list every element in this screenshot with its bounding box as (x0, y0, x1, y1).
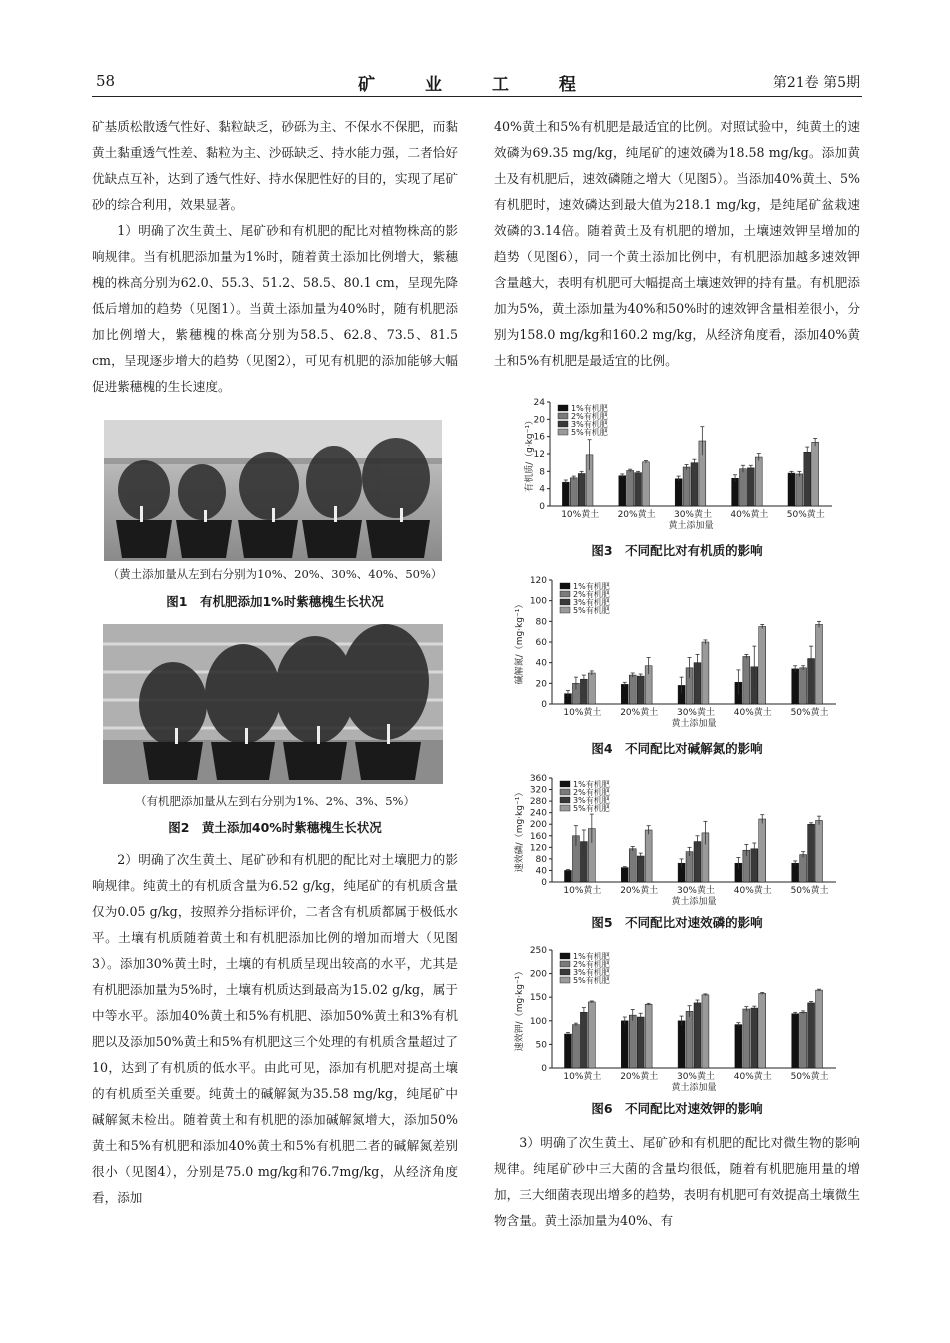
left-column-text-2 (92, 847, 458, 1211)
y-tick-label: 320 (529, 785, 547, 796)
x-tick-label: 20%黄土 (620, 708, 659, 718)
figure6-caption: 图6 不同配比对速效钾的影响 (591, 1101, 763, 1116)
x-tick-label: 20%黄土 (617, 510, 656, 520)
bar (735, 1025, 742, 1068)
x-tick-label: 40%黄土 (733, 886, 772, 896)
bar (816, 624, 823, 704)
y-tick-label: 20 (533, 415, 545, 426)
legend-swatch (560, 789, 570, 795)
legend-swatch (558, 413, 568, 419)
y-tick-label: 50 (535, 1040, 547, 1051)
x-tick-label: 50%黄土 (790, 886, 829, 896)
bar (743, 1009, 750, 1068)
bar (642, 462, 649, 506)
x-tick-label: 10%黄土 (561, 510, 600, 520)
paragraph: 1）明确了次生黄土、尾矿砂和有机肥的配比对植物株高的影响规律。当有机肥添加量为1%时，随着黄土添加比例增大，紫穗槐的株高分别为62.0、55.3、51.2、58.5、80.1 cm，呈现先降低后增加的趋势（见图1）。当黄土添加量为40%时，随有机肥添加比例增大，紫穗槐的株高分别为58.5、62.8、73.5、81.5 cm，呈现逐步增大的趋势（见图2），可见有机肥的添加能够大幅促进紫穗槐的生长速度。 (92, 223, 458, 394)
bar (578, 474, 585, 507)
y-tick-label: 80 (535, 854, 547, 865)
paragraph: 3）明确了次生黄土、尾矿砂和有机肥的配比对微生物的影响规律。纯尾矿砂中三大菌的含量均很低，随着有机肥施用量的增加，三大细菌表现出增多的趋势，表明有机肥可有效提高土壤微生物含量。黄土添加量为40%、有 (494, 1135, 860, 1228)
legend-label: 2%有机肥 (573, 960, 610, 969)
x-axis-label: 黄土添加量 (671, 897, 717, 907)
bar (812, 442, 819, 506)
figure3-chart (522, 394, 842, 534)
bar (629, 1015, 636, 1068)
legend-label: 5%有机肥 (571, 428, 608, 437)
y-tick-label: 80 (535, 617, 547, 628)
x-tick-label: 30%黄土 (676, 886, 716, 896)
y-axis-label: 有机质/（g·kg⁻¹） (525, 416, 535, 492)
legend-label: 3%有机肥 (573, 968, 610, 977)
bar (743, 656, 750, 704)
bar (796, 474, 803, 506)
legend-swatch (560, 961, 570, 967)
x-tick-label: 50%黄土 (786, 510, 825, 520)
x-tick-label: 30%黄土 (673, 510, 713, 520)
bar (621, 684, 628, 704)
legend-swatch (558, 405, 568, 411)
bar (808, 1003, 815, 1068)
bar (792, 863, 799, 882)
y-tick-label: 240 (529, 808, 547, 819)
legend-swatch (560, 805, 570, 811)
paragraph: 40%黄土和5%有机肥是最适宜的比例。对照试验中，纯黄土的速效磷为69.35 mg/kg，纯尾矿的速效磷为18.58 mg/kg。添加黄土及有机肥后，速效磷随之增大（见图5）。当添加40%黄土、5%有机肥时，速效磷达到最大值为218.1 mg/kg，是纯尾矿盆栽速效磷的3.14倍。随着黄土及有机肥的增加，土壤速效钾呈增加的趋势（见图6），同一个黄土添加比例中，有机肥添加越多速效钾含量越大，表明有机肥可大幅提高土壤速效钾的持有量。有机肥添加为5%，黄土添加量为40%和50%时的速效钾含量相差很小，分别为158.0 mg/kg和160.2 mg/kg，从经济角度看，添加40%黄土和5%有机肥是最适宜的比例。 (494, 119, 860, 368)
y-tick-label: 160 (529, 831, 547, 842)
bar (562, 482, 569, 506)
x-tick-label: 20%黄土 (620, 886, 659, 896)
legend-label: 2%有机肥 (573, 590, 610, 599)
bar (645, 1004, 652, 1068)
page-header (96, 70, 860, 94)
figure2-note: （有机肥添加量从左到右分别为1%、2%、3%、5%） (135, 794, 415, 808)
y-axis-label: 速效钾/（mg·kg⁻¹） (515, 966, 525, 1052)
bar (621, 868, 628, 882)
bar (694, 842, 701, 882)
bar (572, 1025, 579, 1068)
bar (800, 668, 807, 704)
bar (800, 855, 807, 882)
right-column-text-1 (494, 114, 860, 374)
y-tick-label: 120 (529, 843, 547, 854)
y-tick-label: 0 (541, 878, 547, 888)
bar (732, 478, 739, 506)
y-tick-label: 12 (533, 450, 545, 460)
x-tick-label: 40%黄土 (733, 708, 772, 718)
bar (637, 676, 644, 704)
bar (740, 469, 747, 506)
y-tick-label: 8 (539, 467, 545, 478)
y-tick-label: 0 (539, 502, 545, 512)
x-tick-label: 10%黄土 (563, 1072, 602, 1082)
bar (686, 1011, 693, 1068)
y-tick-label: 24 (533, 398, 545, 408)
y-tick-label: 100 (529, 1016, 547, 1027)
bar (627, 470, 634, 506)
x-tick-label: 10%黄土 (563, 886, 602, 896)
legend-label: 3%有机肥 (571, 420, 608, 429)
legend-swatch (560, 607, 570, 613)
legend-swatch (558, 429, 568, 435)
figure6-chart (512, 942, 842, 1094)
y-tick-label: 360 (529, 774, 547, 784)
x-axis-label: 黄土添加量 (671, 1083, 717, 1093)
bar (816, 990, 823, 1068)
legend-label: 3%有机肥 (573, 796, 610, 805)
bar (792, 1014, 799, 1068)
figure4-caption: 图4 不同配比对碱解氮的影响 (591, 741, 763, 756)
bar (808, 824, 815, 882)
bar (759, 819, 766, 882)
bar (678, 1021, 685, 1068)
bar (675, 479, 682, 506)
y-tick-label: 280 (529, 797, 547, 808)
bar (686, 852, 693, 882)
y-tick-label: 20 (535, 679, 547, 690)
bar (637, 856, 644, 882)
bar (804, 452, 811, 506)
y-tick-label: 4 (539, 484, 545, 495)
left-column-text-1 (92, 114, 458, 400)
x-tick-label: 50%黄土 (790, 708, 829, 718)
legend-swatch (558, 421, 568, 427)
legend-swatch (560, 969, 570, 975)
figure2-photo (103, 624, 443, 784)
figure1-photo (104, 420, 442, 561)
legend-swatch (560, 599, 570, 605)
bar (755, 457, 762, 506)
y-tick-label: 40 (535, 866, 547, 877)
bar (759, 627, 766, 705)
figure5-caption: 图5 不同配比对速效磷的影响 (591, 915, 763, 930)
bar (635, 473, 642, 506)
bar (580, 1012, 587, 1068)
bar (637, 1017, 644, 1068)
legend-label: 5%有机肥 (573, 804, 610, 813)
legend-swatch (560, 953, 570, 959)
y-axis-label: 碱解氮/（mg·kg⁻¹） (515, 599, 525, 685)
y-tick-label: 100 (529, 596, 547, 607)
bar (759, 993, 766, 1068)
y-tick-label: 120 (529, 576, 547, 586)
legend-swatch (560, 583, 570, 589)
y-tick-label: 200 (529, 820, 547, 831)
bar (564, 1034, 571, 1068)
legend-label: 1%有机肥 (573, 582, 610, 591)
bar (621, 1021, 628, 1068)
paragraph: 矿基质松散透气性好、黏粒缺乏，砂砾为主、不保水不保肥，而黏黄土黏重透气性差、黏粒为主、沙砾缺乏、持水能力强，二者恰好优缺点互补，达到了透气性好、持水保肥性好的目的，实现了尾矿砂的综合利用，效果显著。 (92, 119, 458, 212)
legend-label: 1%有机肥 (573, 952, 610, 961)
y-tick-label: 16 (533, 432, 545, 443)
x-tick-label: 30%黄土 (676, 1072, 716, 1082)
bar (751, 1008, 758, 1068)
volume-issue: 第21卷 第5期 (772, 75, 860, 91)
bar (694, 1003, 701, 1068)
bar (788, 473, 795, 506)
legend-label: 5%有机肥 (573, 606, 610, 615)
bar (683, 467, 690, 506)
journal-title: 矿 业 工 程 (358, 75, 598, 95)
legend-swatch (560, 797, 570, 803)
bar (629, 675, 636, 704)
legend-label: 1%有机肥 (573, 780, 610, 789)
x-tick-label: 10%黄土 (563, 708, 602, 718)
x-axis-label: 黄土添加量 (668, 521, 714, 531)
bar (691, 463, 698, 506)
bar (588, 1002, 595, 1068)
legend-label: 2%有机肥 (571, 412, 608, 421)
bar (564, 870, 571, 882)
legend-label: 1%有机肥 (571, 404, 608, 413)
x-tick-label: 20%黄土 (620, 1072, 659, 1082)
x-tick-label: 40%黄土 (733, 1072, 772, 1082)
x-tick-label: 50%黄土 (790, 1072, 829, 1082)
legend-label: 2%有机肥 (573, 788, 610, 797)
legend-swatch (560, 591, 570, 597)
y-tick-label: 60 (535, 638, 547, 648)
figure5-chart (512, 770, 842, 908)
x-axis-label: 黄土添加量 (671, 719, 717, 729)
bar (792, 669, 799, 704)
header-rule (92, 96, 862, 97)
x-tick-label: 40%黄土 (730, 510, 769, 520)
bar (629, 849, 636, 882)
figure1-caption: 图1 有机肥添加1%时紫穗槐生长状况 (166, 594, 384, 609)
x-tick-label: 30%黄土 (676, 708, 716, 718)
legend-label: 5%有机肥 (573, 976, 610, 985)
legend-swatch (560, 977, 570, 983)
figure1-note: （黄土添加量从左到右分别为10%、20%、30%、40%、50%） (107, 567, 443, 581)
y-tick-label: 200 (529, 969, 547, 980)
paragraph: 2）明确了次生黄土、尾矿砂和有机肥的配比对土壤肥力的影响规律。纯黄土的有机质含量为6.52 g/kg，纯尾矿的有机质含量仅为0.05 g/kg，按照养分指标评价，二者含有机质都属于极低水平。土壤有机质随着黄土和有机肥添加比例的增加而增大（见图3）。添加30%黄土时，土壤的有机质呈现出较高的水平，尤其是有机肥添加量为5%时，土壤有机质达到最高为15.02 g/kg，属于中等水平。添加40%黄土和5%有机肥、添加50%黄土和3%有机肥以及添加50%黄土和5%有机肥这三个处理的有机质含量超过了10，达到了有机质的低水平。由此可见，添加有机肥对提高土壤的有机质至关重要。纯黄土的碱解氮为35.58 mg/kg，纯尾矿中碱解氮未检出。随着黄土和有机肥的添加碱解氮增大，添加50%黄土和5%有机肥和添加40%黄土和5%有机肥二者的碱解氮差别很小（见图4），分别是75.0 mg/kg和76.7mg/kg，从经济角度看，添加 (92, 852, 458, 1205)
bar (702, 995, 709, 1068)
right-column-text-2 (494, 1130, 860, 1234)
bar (645, 830, 652, 882)
y-tick-label: 0 (541, 700, 547, 710)
bar (570, 478, 577, 506)
bar (747, 468, 754, 506)
y-tick-label: 250 (529, 946, 547, 956)
figure4-chart (512, 572, 842, 732)
legend-label: 3%有机肥 (573, 598, 610, 607)
bar (800, 1012, 807, 1068)
figure2-caption: 图2 黄土添加40%时紫穗槐生长状况 (168, 820, 382, 835)
bar (619, 476, 626, 506)
page-number: 58 (96, 72, 116, 90)
bar (816, 820, 823, 882)
legend-swatch (560, 781, 570, 787)
y-tick-label: 40 (535, 658, 547, 669)
y-tick-label: 0 (541, 1064, 547, 1074)
figure3-caption: 图3 不同配比对有机质的影响 (591, 543, 763, 558)
y-tick-label: 150 (529, 993, 547, 1004)
bar (702, 642, 709, 704)
bar (588, 673, 595, 704)
y-axis-label: 速效磷/（mg·kg⁻¹） (515, 787, 525, 873)
